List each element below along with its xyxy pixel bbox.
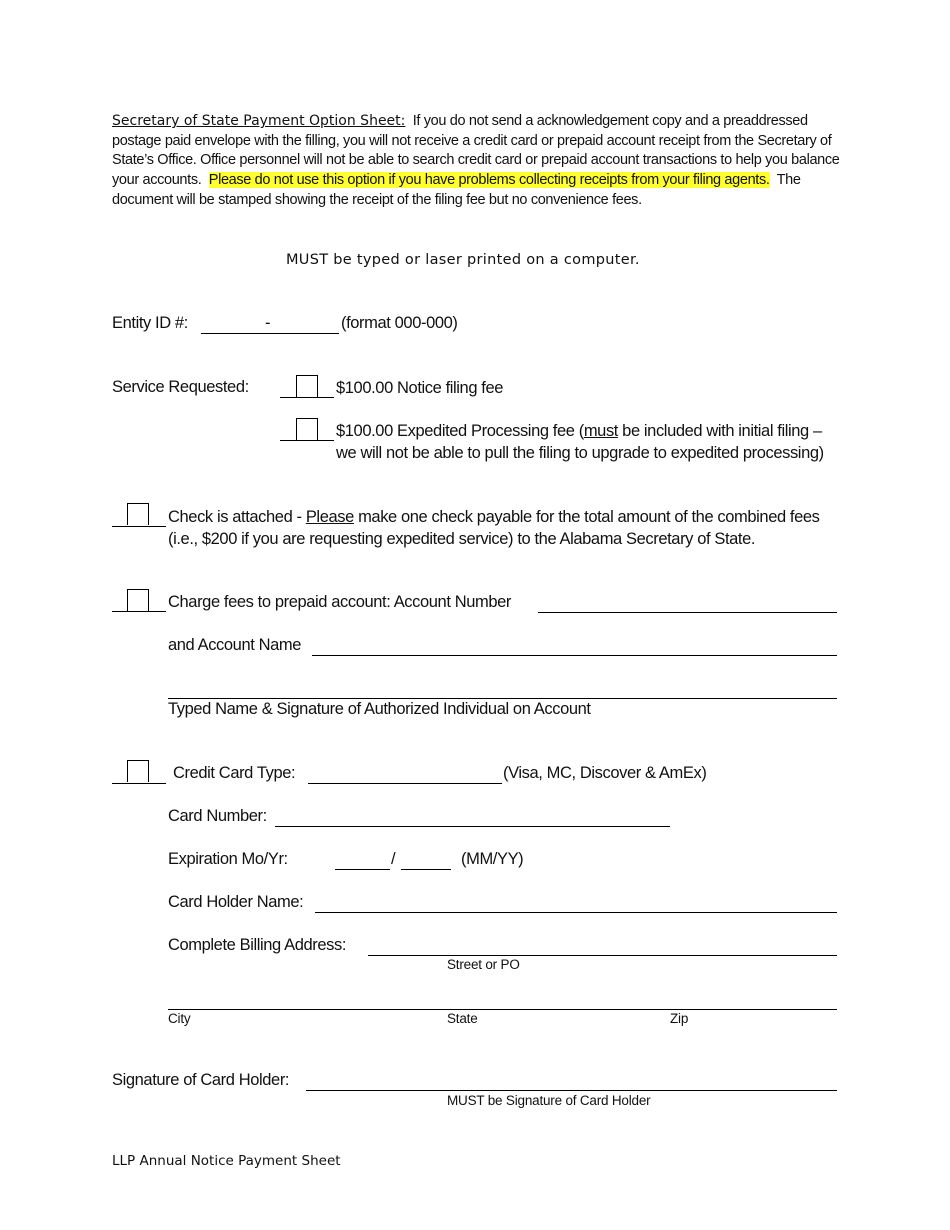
billing-address-label: Complete Billing Address: <box>168 936 347 954</box>
prepaid-account-checkbox[interactable] <box>127 589 149 611</box>
check-please: Please <box>305 508 354 526</box>
check-text: Check is attached - <box>168 508 306 526</box>
expiration-separator: / <box>391 850 396 868</box>
prepaid-checkbox-underline <box>112 611 166 612</box>
billing-city-state-zip-field[interactable] <box>168 1009 837 1010</box>
authorized-signature-field[interactable] <box>168 698 837 699</box>
card-type-field[interactable] <box>308 783 502 784</box>
card-holder-name-label: Card Holder Name: <box>168 893 304 911</box>
card-type-label: Credit Card Type: <box>173 764 296 782</box>
entity-id-label: Entity ID #: <box>112 314 188 332</box>
check-checkbox-underline <box>112 526 166 527</box>
account-name-label: and Account Name <box>168 636 302 654</box>
entity-id-format: (format 000-000) <box>341 314 458 332</box>
notice-fee-label: $100.00 Notice filing fee <box>336 379 504 397</box>
card-holder-signature-field[interactable] <box>306 1090 837 1091</box>
zip-caption: Zip <box>670 1011 689 1026</box>
must-typed-notice: MUST be typed or laser printed on a computer. <box>286 252 640 268</box>
card-holder-signature-label: Signature of Card Holder: <box>112 1071 290 1089</box>
card-type-note: (Visa, MC, Discover & AmEx) <box>503 764 707 782</box>
billing-street-field[interactable] <box>368 955 837 956</box>
credit-card-checkbox[interactable] <box>127 760 149 782</box>
notice-fee-checkbox[interactable] <box>296 375 318 397</box>
expedited-fee-text-end: be included with initial filing – we will not be able to pull the filing to upgrade to expedited processing) <box>336 422 824 462</box>
authorized-signature-caption: Typed Name & Signature of Authorized Individual on Account <box>168 700 591 718</box>
expiration-year-field[interactable] <box>401 869 451 870</box>
expiration-label: Expiration Mo/Yr: <box>168 850 288 868</box>
street-caption: Street or PO <box>447 957 520 972</box>
credit-checkbox-underline <box>112 783 166 784</box>
intro-highlight: Please do not use this option if you have problems collecting receipts from your filing agents. <box>208 172 770 189</box>
service-checkbox-2-underline <box>280 440 334 441</box>
expedited-fee-checkbox[interactable] <box>296 418 318 440</box>
service-checkbox-1-underline <box>280 397 334 398</box>
account-name-field[interactable] <box>312 655 837 656</box>
card-holder-name-field[interactable] <box>315 912 837 913</box>
expedited-fee-label <box>336 421 836 464</box>
expedited-fee-text: $100.00 Expedited Processing fee ( <box>336 422 584 440</box>
check-attached-label <box>168 507 843 550</box>
service-requested-label: Service Requested: <box>112 378 249 396</box>
account-number-field[interactable] <box>538 612 837 613</box>
expiration-month-field[interactable] <box>335 869 390 870</box>
check-text-end: make one check payable for the total amount of the combined fees (i.e., $200 if you are requesting expedited service) to the Alabama Secretary of State. <box>168 508 820 548</box>
card-number-label: Card Number: <box>168 807 267 825</box>
check-attached-checkbox[interactable] <box>127 503 149 525</box>
expiration-format: (MM/YY) <box>461 850 524 868</box>
state-caption: State <box>447 1011 478 1026</box>
page-footer: LLP Annual Notice Payment Sheet <box>112 1153 341 1169</box>
signature-caption: MUST be Signature of Card Holder <box>447 1093 651 1108</box>
intro-text-end: The document will be stamped showing the receipt of the filing fee but no convenience fees. <box>112 172 801 208</box>
intro-text: If you do not send a acknowledgement copy and a preaddressed postage paid envelope with the filling, you will not receive a credit card or prepaid account receipt from the Secretary of State’s Office. Office personnel will not be able to search credit card or prepaid account transactions to help you balance your accounts. <box>112 113 840 189</box>
entity-id-dash: - <box>265 314 271 332</box>
intro-paragraph <box>112 112 840 211</box>
entity-id-field[interactable] <box>201 333 339 334</box>
prepaid-account-label: Charge fees to prepaid account: Account Number <box>168 593 511 611</box>
card-number-field[interactable] <box>275 826 670 827</box>
expedited-must: must <box>583 422 618 440</box>
intro-title: Secretary of State Payment Option Sheet: <box>112 113 406 129</box>
city-caption: City <box>168 1011 191 1026</box>
